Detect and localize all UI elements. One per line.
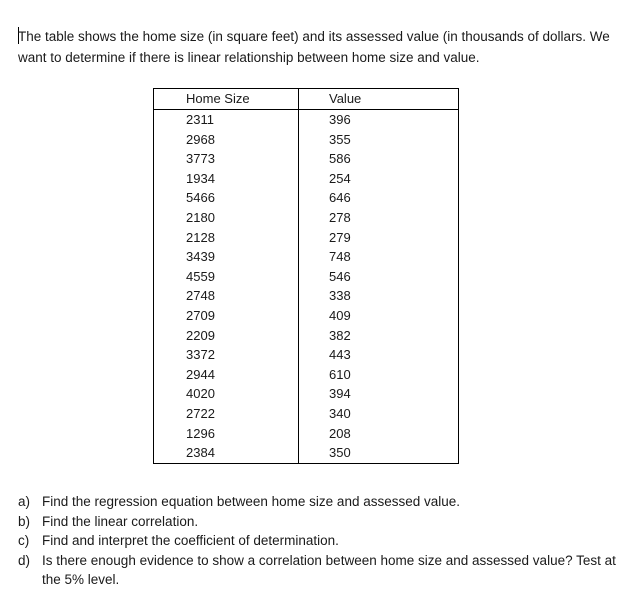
cell-home-size: 2209 — [154, 326, 299, 346]
cell-value: 340 — [299, 404, 459, 424]
cell-value: 350 — [299, 443, 459, 463]
table-row — [154, 130, 459, 150]
table-row — [154, 110, 459, 130]
header-home-size: Home Size — [154, 89, 299, 110]
table-row — [154, 267, 459, 287]
header-value: Value — [299, 89, 459, 110]
cell-value: 278 — [299, 208, 459, 228]
cell-home-size: 2722 — [154, 404, 299, 424]
table-row — [154, 169, 459, 189]
table-row — [154, 306, 459, 326]
cell-value: 254 — [299, 169, 459, 189]
home-size-value-table — [153, 88, 459, 464]
table-header-row — [154, 89, 459, 110]
question-b — [18, 512, 618, 532]
table-row — [154, 404, 459, 424]
table-row — [154, 208, 459, 228]
cell-home-size: 3439 — [154, 247, 299, 267]
table-row — [154, 286, 459, 306]
question-marker: a) — [18, 494, 31, 509]
cell-value: 546 — [299, 267, 459, 287]
table-row — [154, 365, 459, 385]
cell-home-size: 1934 — [154, 169, 299, 189]
cell-value: 355 — [299, 130, 459, 150]
question-text: Find and interpret the coefficient of determination. — [42, 533, 339, 549]
question-text: Find the linear correlation. — [42, 513, 199, 529]
question-c — [18, 531, 618, 551]
cell-home-size: 2709 — [154, 306, 299, 326]
table-row — [154, 384, 459, 404]
table-row — [154, 228, 459, 248]
cell-home-size: 5466 — [154, 188, 299, 208]
table-row — [154, 247, 459, 267]
question-marker: b) — [18, 513, 31, 529]
table-row — [154, 188, 459, 208]
question-a — [18, 492, 618, 512]
cell-home-size: 2384 — [154, 443, 299, 463]
cell-value: 338 — [299, 286, 459, 306]
cell-home-size: 3773 — [154, 149, 299, 169]
cell-value: 409 — [299, 306, 459, 326]
cell-home-size: 2311 — [154, 110, 299, 130]
table-row — [154, 443, 459, 463]
cell-home-size: 2748 — [154, 286, 299, 306]
cell-value: 646 — [299, 188, 459, 208]
cell-value: 279 — [299, 228, 459, 248]
table-row — [154, 345, 459, 365]
cell-value: 394 — [299, 384, 459, 404]
cell-home-size: 2128 — [154, 228, 299, 248]
cell-value: 610 — [299, 365, 459, 385]
cell-home-size: 4559 — [154, 267, 299, 287]
cell-home-size: 2968 — [154, 130, 299, 150]
cell-home-size: 2944 — [154, 365, 299, 385]
table-row — [154, 326, 459, 346]
cell-home-size: 3372 — [154, 345, 299, 365]
cell-home-size: 4020 — [154, 384, 299, 404]
question-d — [18, 551, 618, 590]
cell-home-size: 2180 — [154, 208, 299, 228]
cell-home-size: 1296 — [154, 424, 299, 444]
cell-value: 382 — [299, 326, 459, 346]
cell-value: 443 — [299, 345, 459, 365]
table-row — [154, 149, 459, 169]
question-marker: d) — [18, 552, 31, 568]
question-text: Find the regression equation between home size and assessed value. — [42, 494, 461, 509]
question-text: Is there enough evidence to show a correlation between home size and assessed value? Test at the 5% level. — [42, 552, 616, 588]
cell-value: 208 — [299, 424, 459, 444]
table-row — [154, 424, 459, 444]
cell-value: 396 — [299, 110, 459, 130]
question-marker: c) — [18, 533, 30, 549]
intro-paragraph: The table shows the home size (in square feet) and its assessed value (in thousands of dollars. We want to determine if there is linear relationship between home size and value. — [18, 29, 610, 65]
cell-value: 586 — [299, 149, 459, 169]
cell-value: 748 — [299, 247, 459, 267]
question-list — [18, 492, 618, 590]
